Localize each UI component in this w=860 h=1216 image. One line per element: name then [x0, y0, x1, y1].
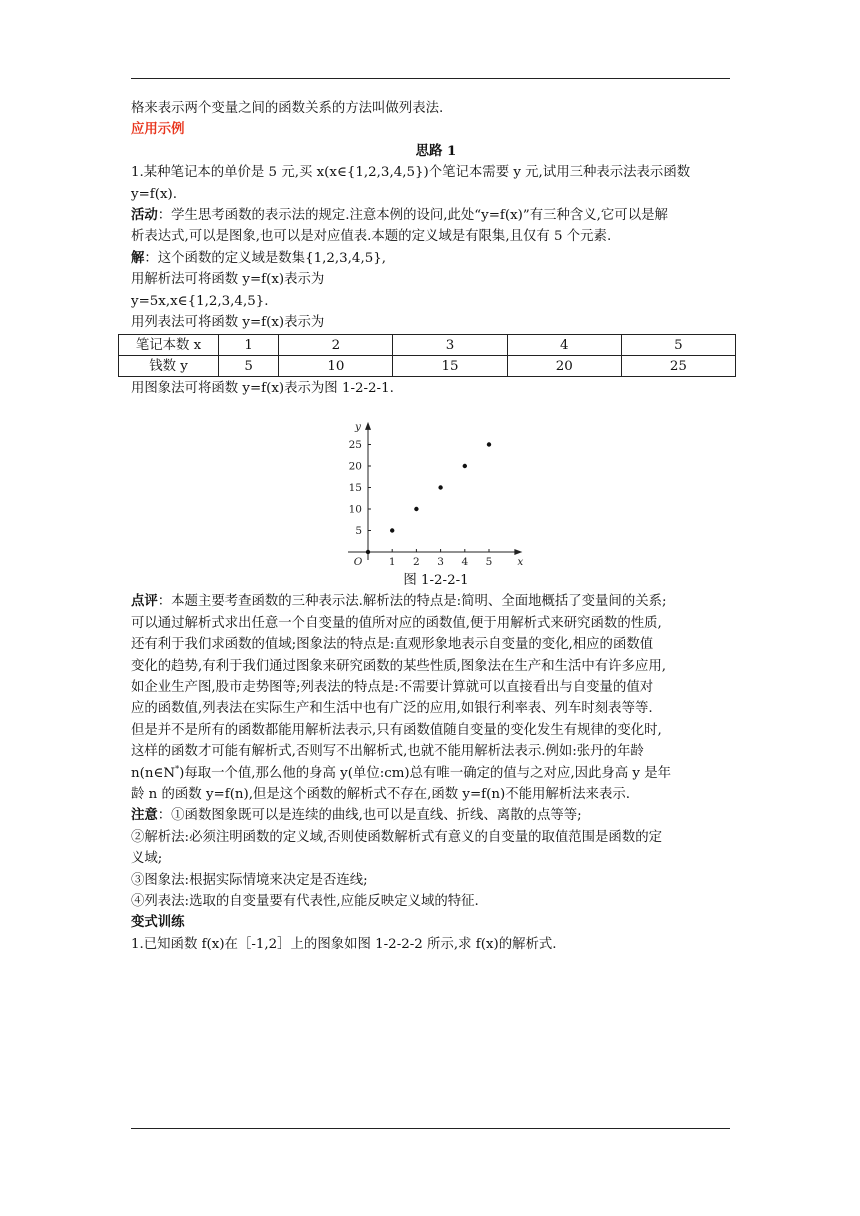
comment-line: 这样的函数才可能有解析式,否则写不出解析式,也就不能用解析法表示.例如:张丹的年龄	[131, 744, 644, 760]
page-content	[131, 98, 741, 955]
comment-line: 但是并不是所有的函数都能用解析法表示,只有函数值随自变量的变化发生有规律的变化时,	[131, 722, 662, 738]
comment-text: )每取一个值,那么他的身高 y(单位:cm)总有唯一确定的值与之对应,因此身高 y 是年	[179, 765, 672, 781]
y-axis-arrow	[365, 422, 371, 430]
y-axis-label: y	[355, 420, 361, 433]
notice-text: ：①函数图象既可以是连续的曲线,也可以是直线、折线、离散的点等等;	[157, 808, 582, 824]
x-tick-label: 5	[485, 555, 493, 568]
y-tick-label: 20	[348, 460, 362, 473]
data-point	[463, 464, 467, 468]
table-cell: 1	[219, 335, 279, 356]
comment-line	[131, 763, 741, 784]
problem-line: 1.某种笔记本的单价是 5 元,买 x(x∈{1,2,3,4,5})个笔记本需要 y 元,试用三种表示法表示函数	[131, 165, 691, 181]
table-cell: 20	[507, 356, 621, 377]
notice-line: 义域;	[131, 851, 163, 867]
table-cell: 5	[219, 356, 279, 377]
solution-line	[131, 248, 741, 269]
sub-heading: 思路 1	[415, 142, 457, 159]
problem-line: y=f(x).	[131, 186, 177, 202]
origin-label: O	[353, 555, 363, 568]
table-cell: 25	[621, 356, 735, 377]
comment-line: 可以通过解析式求出任意一个自变量的值所对应的函数值,便于用解析式来研究函数的性质,	[131, 615, 662, 631]
y-tick-label: 10	[348, 503, 362, 516]
table-cell: 5	[621, 335, 735, 356]
y-tick-label: 5	[355, 524, 362, 537]
notice-line	[131, 805, 741, 826]
graph-intro-line: 用图象法可将函数 y=f(x)表示为图 1-2-2-1.	[131, 381, 394, 397]
y-tick-label: 15	[348, 481, 362, 494]
value-table	[118, 334, 736, 377]
x-tick-label: 3	[437, 555, 444, 568]
notice-label: 注意	[131, 807, 158, 824]
figure-caption: 图 1-2-2-1	[403, 572, 469, 588]
solution-line: 用列表法可将函数 y=f(x)表示为	[131, 315, 325, 331]
table-cell: 10	[279, 356, 393, 377]
x-tick-label: 2	[413, 555, 420, 568]
activity-line: 析表达式,可以是图象,也可以是对应值表.本题的定义域是有限集,且仅有 5 个元素.	[131, 229, 612, 245]
comment-line	[131, 591, 741, 612]
comment-text: n(n∈N	[131, 765, 176, 781]
solution-text: ：这个函数的定义域是数集{1,2,3,4,5},	[144, 250, 386, 266]
notice-line: ④列表法:选取的自变量要有代表性,应能反映定义域的特征.	[131, 893, 479, 909]
footer-rule	[131, 1128, 730, 1129]
table-cell: 15	[393, 356, 507, 377]
activity-line	[131, 205, 741, 226]
scatter-figure	[131, 400, 741, 570]
data-point	[414, 507, 418, 511]
table-cell: 3	[393, 335, 507, 356]
superscript: *	[175, 764, 180, 774]
comment-line: 应的函数值,列表法在实际生产和生活中也有广泛的应用,如银行利率表、列车时刻表等等.	[131, 701, 653, 717]
x-tick-label: 1	[388, 555, 396, 568]
notice-line: ③图象法:根据实际情境来决定是否连线;	[131, 872, 368, 888]
section-heading: 应用示例	[131, 121, 185, 138]
x-axis-arrow	[514, 549, 522, 555]
solution-label: 解	[131, 249, 145, 266]
comment-line: 还有利于我们求函数的值域;图象法的特点是:直观形象地表示自变量的变化,相应的函数值	[131, 637, 654, 653]
x-axis-label: x	[517, 555, 524, 568]
comment-line: 如企业生产图,股市走势图等;列表法的特点是:不需要计算就可以直接看出与自变量的值对	[131, 679, 654, 695]
table-row-label: 笔记本数 x	[119, 335, 219, 356]
solution-line: y=5x,x∈{1,2,3,4,5}.	[131, 293, 269, 309]
x-tick-label: 4	[461, 555, 469, 568]
data-point	[438, 485, 442, 489]
table-row-label: 钱数 y	[119, 356, 219, 377]
activity-text: ：学生思考函数的表示法的规定.注意本例的设问,此处“y=f(x)”有三种含义,它可以是解	[157, 208, 668, 224]
data-point	[366, 550, 370, 554]
comment-text: ：本题主要考查函数的三种表示法.解析法的特点是:简明、全面地概括了变量间的关系;	[157, 594, 667, 610]
comment-line: 龄 n 的函数 y=f(n),但是这个函数的解析式不存在,函数 y=f(n)不能用解析法来表示.	[131, 786, 630, 802]
comment-label: 点评	[131, 593, 158, 610]
variant-line: 1.已知函数 f(x)在［-1,2］上的图象如图 1-2-2-2 所示,求 f(x)的解析式.	[131, 936, 557, 952]
data-point	[390, 528, 394, 532]
data-point	[487, 442, 491, 446]
variant-heading: 变式训练	[131, 914, 185, 931]
table-cell: 2	[279, 335, 393, 356]
table-cell: 4	[507, 335, 621, 356]
header-rule	[131, 78, 730, 79]
solution-line: 用解析法可将函数 y=f(x)表示为	[131, 272, 325, 288]
comment-line: 变化的趋势,有利于我们通过图象来研究函数的某些性质,图象法在生产和生活中有许多应用,	[131, 658, 667, 674]
notice-line: ②解析法:必须注明函数的定义域,否则使函数解析式有意义的自变量的取值范围是函数的定	[131, 829, 662, 845]
scatter-chart	[328, 404, 524, 570]
activity-label: 活动	[131, 207, 158, 224]
y-tick-label: 25	[348, 438, 362, 451]
table-row	[119, 335, 736, 356]
intro-line: 格来表示两个变量之间的函数关系的方法叫做列表法.	[131, 101, 444, 116]
table-row	[119, 356, 736, 377]
